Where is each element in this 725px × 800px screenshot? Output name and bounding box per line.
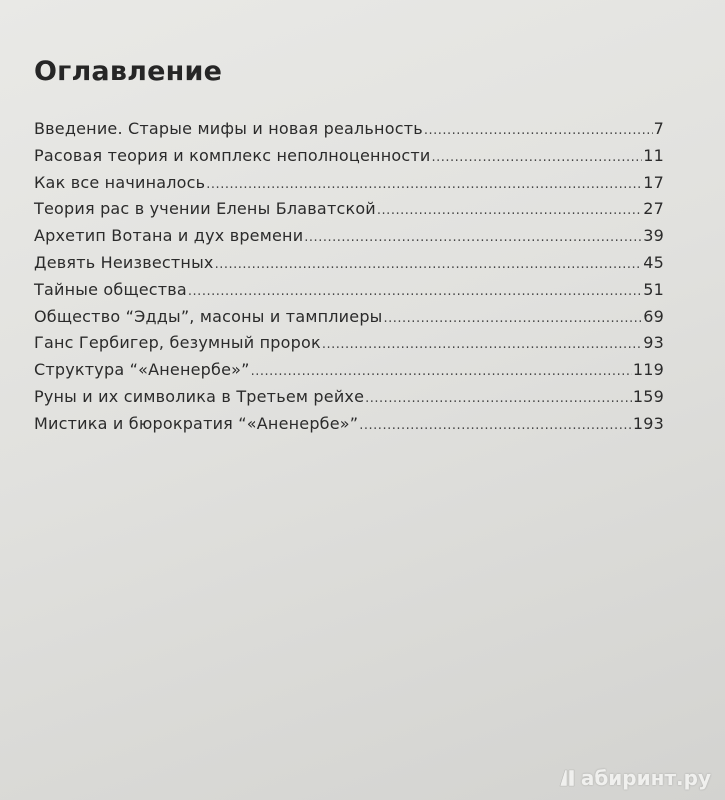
toc-page-number: 93	[643, 333, 664, 353]
toc-page-number: 69	[643, 306, 664, 326]
toc-entry	[34, 411, 664, 438]
toc-page-number: 27	[643, 199, 664, 219]
toc-dot-leader	[384, 306, 643, 333]
toc-entry-title: Тайные общества	[34, 279, 187, 299]
toc-entry-title: Общество “Эдды”, масоны и тамплиеры	[34, 306, 383, 326]
toc-entry	[34, 357, 664, 384]
toc-entry	[34, 143, 664, 170]
toc-page-number: 11	[643, 145, 664, 165]
toc-page-number: 119	[632, 360, 664, 380]
toc-entry-title: Структура “«Аненербе»”	[34, 360, 250, 380]
toc-dot-leader	[215, 252, 643, 279]
toc-entry-title: Архетип Вотана и дух времени	[34, 226, 304, 246]
toc-list	[34, 116, 664, 438]
toc-entry-title: Руны и их символика в Третьем рейхе	[34, 386, 365, 406]
toc-entry	[34, 223, 664, 250]
toc-entry	[34, 384, 664, 411]
toc-dot-leader	[365, 386, 632, 413]
toc-page-number: 51	[643, 279, 664, 299]
toc-dot-leader	[431, 145, 642, 172]
toc-page-number: 45	[643, 252, 664, 272]
toc-entry-title: Девять Неизвестных	[34, 252, 214, 272]
toc-entry-title: Введение. Старые мифы и новая реальность	[34, 119, 423, 138]
toc-dot-leader	[359, 413, 632, 440]
toc-dot-leader	[377, 198, 642, 225]
toc-entry	[34, 196, 664, 223]
toc-dot-leader	[322, 332, 642, 359]
toc-entry	[34, 277, 664, 304]
toc-entry-title: Ганс Гербигер, безумный пророк	[34, 333, 321, 353]
labirint-logo-icon	[556, 767, 578, 789]
toc-page-number: 17	[643, 172, 664, 192]
toc-dot-leader	[424, 118, 653, 145]
watermark	[556, 766, 711, 790]
toc-dot-leader	[251, 359, 632, 386]
toc-entry-title: Теория рас в учении Елены Блаватской	[34, 199, 376, 219]
toc-entry	[34, 116, 664, 143]
toc-page-number: 159	[632, 386, 664, 406]
toc-page-number: 39	[643, 226, 664, 246]
toc-entry	[34, 250, 664, 277]
toc-entry-title: Расовая теория и комплекс неполноценности	[34, 145, 431, 165]
toc-dot-leader	[188, 279, 642, 306]
watermark-text: абиринт.ру	[580, 766, 711, 790]
toc-page-number: 193	[632, 413, 664, 433]
toc-dot-leader	[304, 225, 642, 252]
toc-page-number: 7	[653, 119, 664, 138]
toc-dot-leader	[206, 172, 642, 199]
toc-entry	[34, 304, 664, 331]
toc-entry	[34, 170, 664, 197]
toc-entry	[34, 330, 664, 357]
toc-entry-title: Как все начиналось	[34, 172, 206, 192]
page-title: Оглавление	[34, 56, 223, 87]
toc-entry-title: Мистика и бюрократия “«Аненербе»”	[34, 413, 359, 433]
